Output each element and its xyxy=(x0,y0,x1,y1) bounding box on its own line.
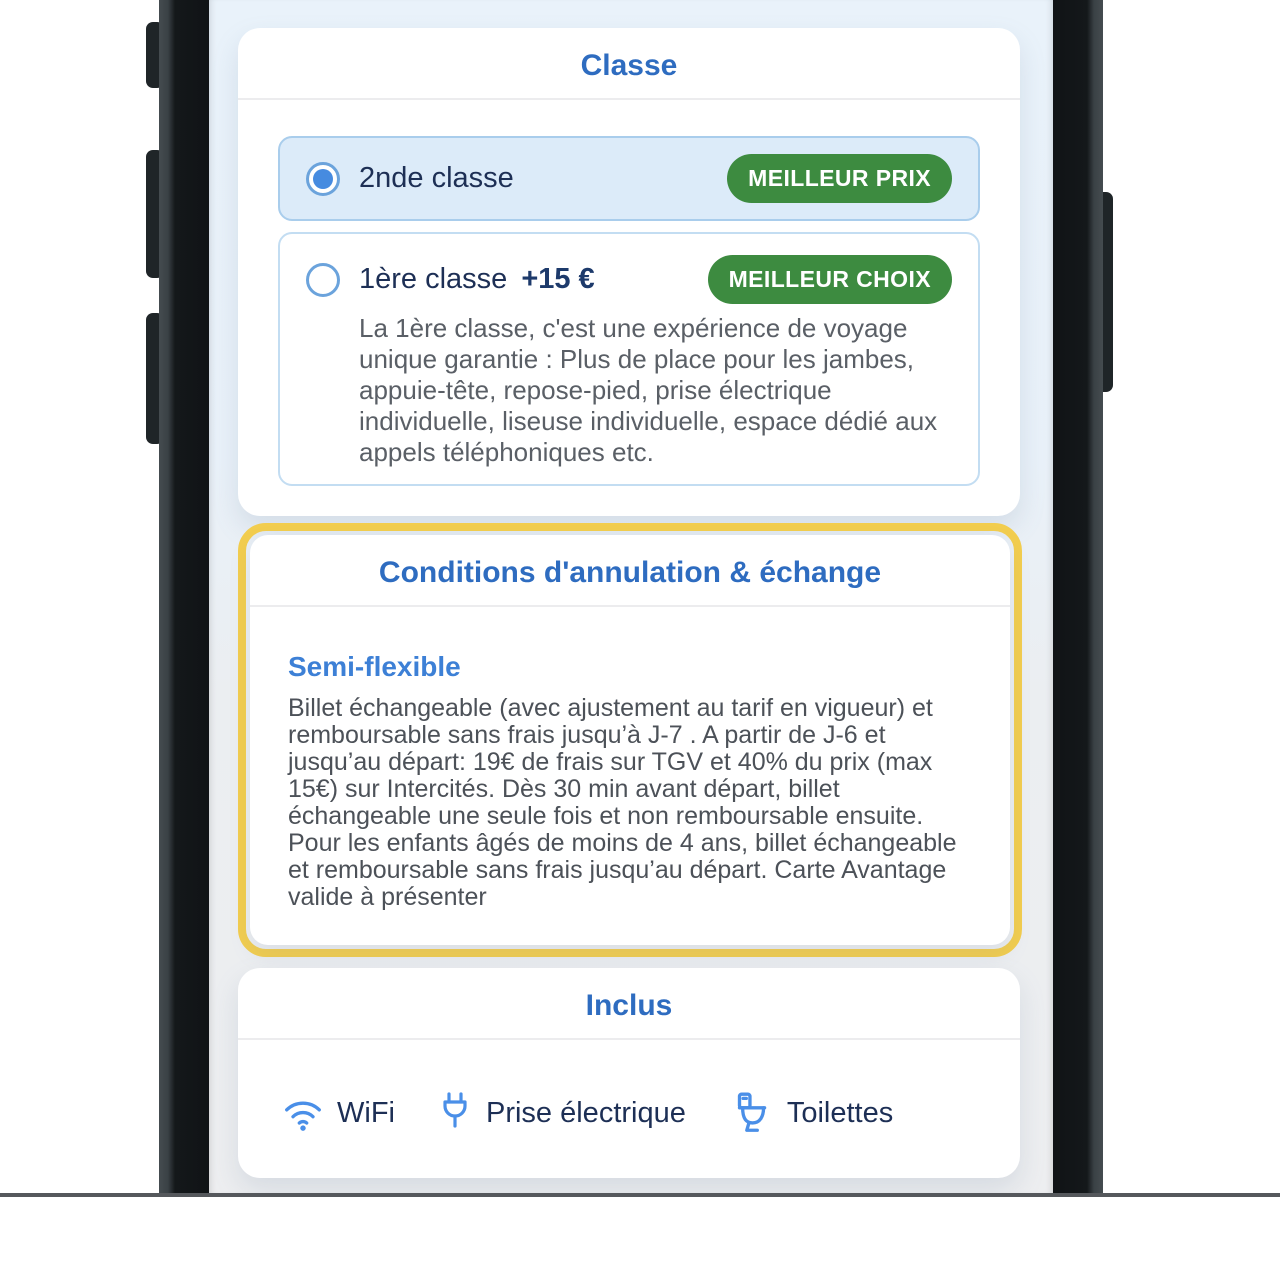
fare-name: Semi-flexible xyxy=(288,651,461,682)
option-header xyxy=(306,255,952,304)
option-description: La 1ère classe, c'est une expérience de voyage unique garantie : Plus de place pour les jambes, appuie-tête, repose-pied, prise électrique individuelle, liseuse individuelle, espace dédié aux appels téléphoniques etc. xyxy=(359,313,938,467)
classe-card-title: Classe xyxy=(238,28,1020,100)
option-1ere-classe[interactable] xyxy=(278,232,980,486)
inclus-card-title: Inclus xyxy=(238,968,1020,1040)
radio-selected-icon[interactable] xyxy=(306,162,340,196)
phone-bezel-right xyxy=(1053,0,1103,1193)
inclus-item-prise-electrique xyxy=(437,1091,686,1135)
classe-card-body xyxy=(238,100,1020,516)
option-2nde-classe[interactable] xyxy=(278,136,980,221)
best-price-badge: MEILLEUR PRIX xyxy=(727,154,952,203)
toilet-icon xyxy=(728,1090,774,1136)
classe-card xyxy=(238,28,1020,516)
option-label: 1ère classe xyxy=(359,263,508,295)
best-choice-badge: MEILLEUR CHOIX xyxy=(708,255,952,304)
phone-bezel-left xyxy=(159,0,209,1193)
conditions-card-body xyxy=(250,607,1010,945)
inclus-card xyxy=(238,968,1020,1178)
inclus-item-wifi xyxy=(282,1092,395,1134)
inclus-item-label: WiFi xyxy=(337,1096,395,1129)
radio-unselected-icon[interactable] xyxy=(306,263,340,297)
fare-conditions-text: Billet échangeable (avec ajustement au tarif en vigueur) et remboursable sans frais jusqu’à J-7 . A partir de J-6 et jusqu’au départ: 19€ de frais sur TGV et 40% du prix (max 15€) sur Intercités. Dès 30 min avant départ, billet échangeable une seule fois et non remboursable ensuite. Pour les enfants âgés de moins de 4 ans, billet échangeable et remboursable sans frais jusqu’au départ. Carte Avantage valide à présenter xyxy=(288,694,957,911)
conditions-highlight-border xyxy=(238,523,1022,957)
phone-screen xyxy=(209,0,1053,1193)
conditions-card xyxy=(250,535,1010,945)
plug-icon xyxy=(437,1091,473,1135)
conditions-card-title: Conditions d'annulation & échange xyxy=(250,535,1010,607)
inclus-item-label: Toilettes xyxy=(786,1096,894,1129)
inclus-item-toilettes xyxy=(728,1090,893,1136)
option-label: 2nde classe xyxy=(359,162,514,194)
bottom-cut-line xyxy=(0,1193,1280,1197)
inclus-item-label: Prise électrique xyxy=(485,1096,686,1129)
inclus-card-body xyxy=(238,1040,1020,1178)
option-price: +15 € xyxy=(521,263,595,295)
wifi-icon xyxy=(282,1092,324,1134)
